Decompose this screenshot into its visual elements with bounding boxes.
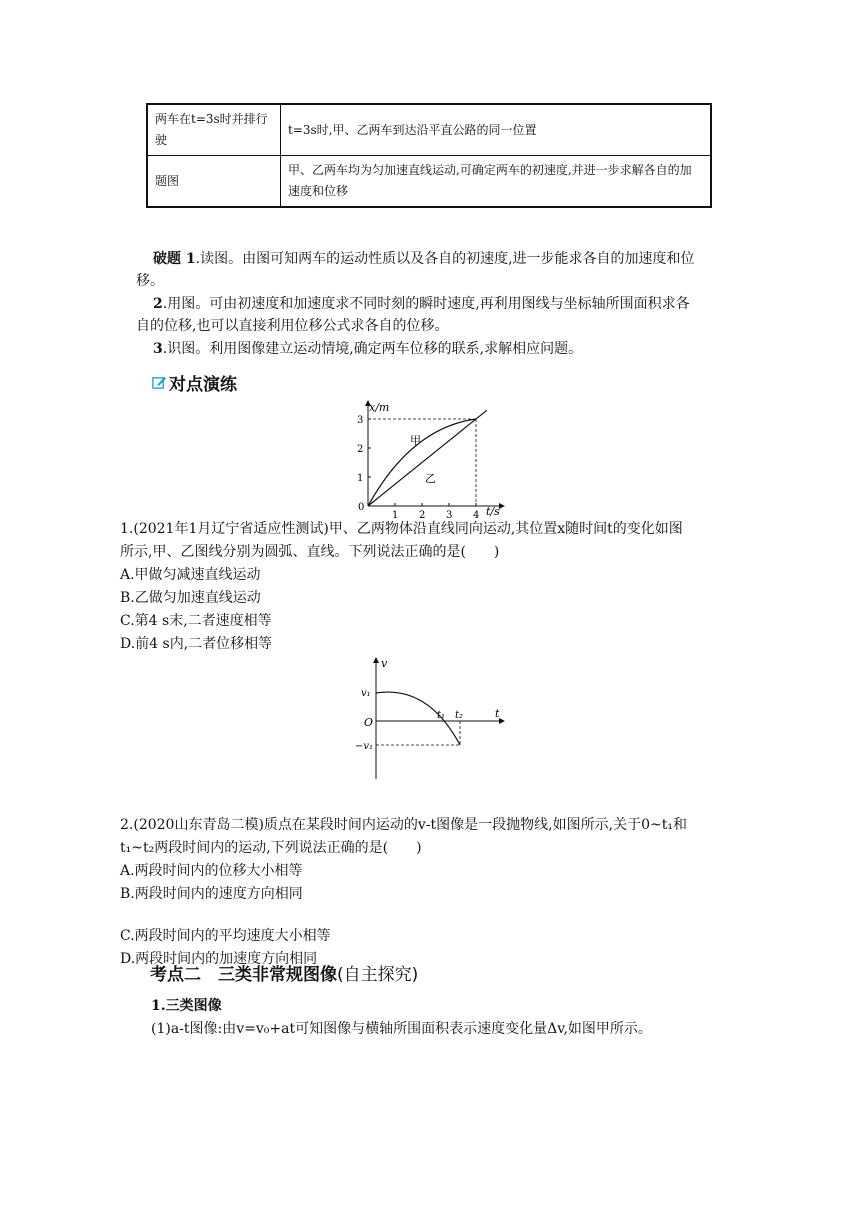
series-yi-line — [368, 410, 487, 506]
tip-3-text: .识图。利用图像建立运动情境,确定两车位移的联系,求解相应问题。 — [162, 341, 583, 357]
tip-2-text: .用图。可由初速度和加速度求不同时刻的瞬时速度,再利用图线与坐标轴所围面积求各 — [162, 296, 690, 312]
x-tick-label: 0 — [358, 502, 365, 513]
table-cell-value: 甲、乙两车均为匀加速直线运动,可确定两车的初速度,并进一步求解各自的加速度和位移 — [281, 156, 712, 208]
tip-1-line-2: 移。 — [136, 273, 164, 289]
q1-stem-line-2: 所示,甲、乙图线分别为圆弧、直线。下列说法正确的是( ) — [120, 544, 500, 560]
tip-1-number: 破题 1 — [153, 251, 196, 267]
y-tick-label: 2 — [357, 444, 364, 455]
x-tick-label: 2 — [419, 510, 426, 520]
heading-topic-2-main: 考点二 三类非常规图像 — [150, 965, 337, 985]
vt-chart — [352, 655, 512, 783]
info-table — [146, 103, 712, 208]
v-axis-label: v — [381, 657, 388, 670]
series-label-jia: 甲 — [410, 434, 421, 447]
q1-stem-line-1: 1.(2021年1月辽宁省适应性测试)甲、乙两物体沿直线同向运动,其位置x随时间t的变化如图 — [120, 521, 683, 537]
tip-2-line-1 — [153, 294, 690, 314]
tip-3-line-1 — [153, 339, 582, 359]
table-cell-label: 两车在t=3s时并排行驶 — [147, 104, 281, 156]
series-label-yi: 乙 — [425, 472, 436, 485]
body-line: (1)a-t图像:由v=v₀+at可知图像与横轴所围面积表示速度变化量Δv,如图甲所示。 — [151, 1021, 652, 1037]
xt-chart — [340, 398, 510, 520]
q1-option-b: B.乙做匀加速直线运动 — [120, 590, 261, 606]
section-title — [152, 370, 237, 395]
q1-option-d: D.前4 s内,二者位移相等 — [120, 636, 273, 652]
tip-1-line-1 — [153, 249, 695, 269]
q2-option-d: D.两段时间内的加速度方向相同 — [120, 951, 318, 967]
tip-2-line-2: 自的位移,也可以直接利用位移公式求各自的位移。 — [136, 318, 449, 334]
x-axis-label: t/s — [486, 505, 500, 518]
pencil-note-icon — [152, 375, 167, 390]
q2-option-b: B.两段时间内的速度方向相同 — [120, 886, 303, 902]
v1-tick-label: v₁ — [361, 688, 371, 699]
table-cell-value: t=3s时,甲、乙两车到达沿平直公路的同一位置 — [281, 104, 712, 156]
heading-topic-2 — [150, 960, 418, 985]
y-tick-label: 3 — [357, 415, 364, 426]
tip-3-number: 3 — [153, 341, 163, 357]
tip-1-text: .读图。由图可知两车的运动性质以及各自的初速度,进一步能求各自的加速度和位 — [195, 251, 695, 267]
x-tick-label: 3 — [446, 510, 453, 520]
table-row — [147, 156, 711, 208]
table-cell-label: 题图 — [147, 156, 281, 208]
q2-stem-line-1: 2.(2020山东青岛二模)质点在某段时间内运动的v-t图像是一段抛物线,如图所示,关于0~t₁和 — [120, 817, 687, 833]
t2-tick-label: t₂ — [455, 710, 464, 721]
q1-option-a: A.甲做匀减速直线运动 — [120, 567, 261, 583]
t-axis-label: t — [495, 707, 500, 720]
q2-stem-line-2: t₁~t₂两段时间内的运动,下列说法正确的是( ) — [120, 840, 422, 856]
sub-heading: 1.三类图像 — [151, 998, 222, 1014]
t1-tick-label: t₁ — [437, 710, 446, 721]
y-tick-label: 1 — [357, 473, 364, 484]
table-row — [147, 104, 711, 156]
y-axis-label: x/m — [369, 401, 390, 414]
heading-topic-2-sub: (自主探究) — [337, 965, 419, 985]
x-tick-label: 4 — [473, 510, 480, 520]
x-tick-label: 1 — [392, 510, 399, 520]
origin-label: O — [364, 716, 374, 729]
tip-2-number: 2 — [153, 296, 163, 312]
section-title-text: 对点演练 — [169, 375, 237, 395]
parabola-curve — [376, 692, 460, 745]
q2-option-c: C.两段时间内的平均速度大小相等 — [120, 928, 331, 944]
q1-option-c: C.第4 s末,二者速度相等 — [120, 613, 272, 629]
q2-option-a: A.两段时间内的位移大小相等 — [120, 863, 303, 879]
neg-v1-tick-label: −v₁ — [355, 741, 374, 752]
